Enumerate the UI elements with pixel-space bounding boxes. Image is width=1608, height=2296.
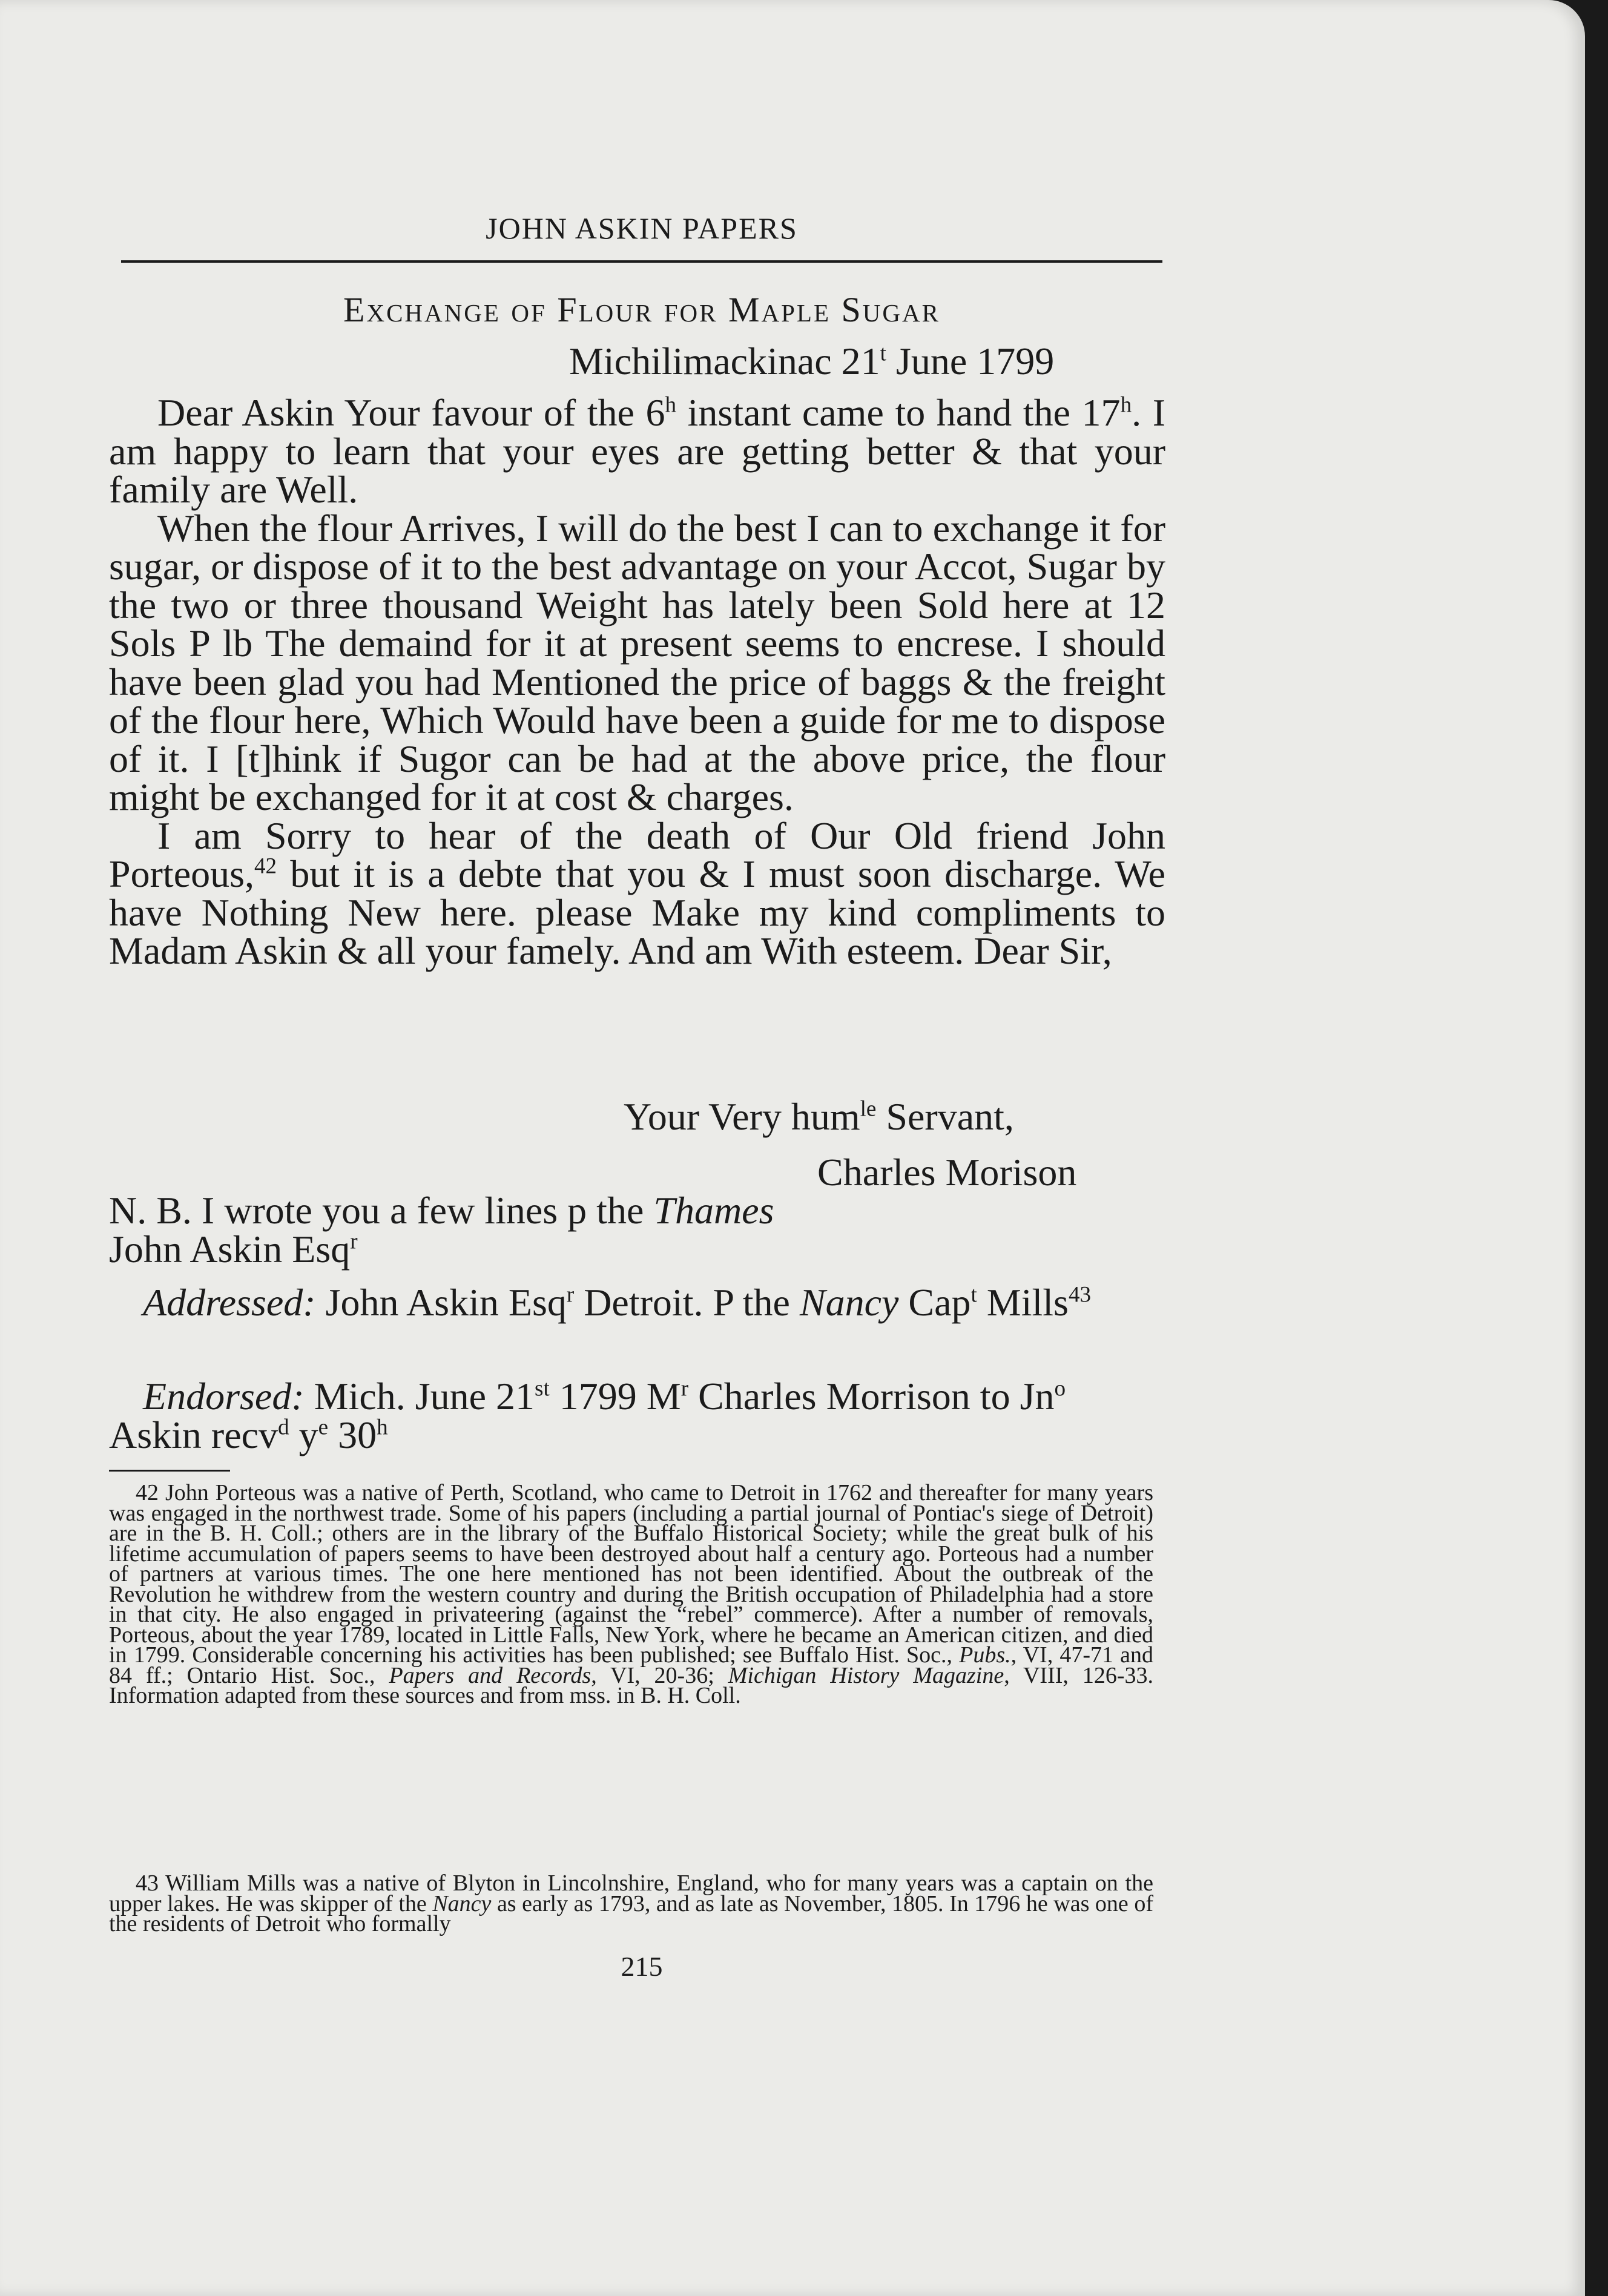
running-head: JOHN ASKIN PAPERS xyxy=(486,211,798,245)
addressed-note: Addressed: John Askin Esq$^r$ Detroit. P the Nancy Cap$^t$ Mills$^{43}$ xyxy=(143,1281,1092,1324)
paragraph-2: When the flour Arrives, I will do the best I can to exchange it for sugar, or dispose of it to the best advantage on your Accot, Sugar by the two or three thousand Weight has lately been Sold here at 12 Sols P lb The demaind for it at present seems to encrese. I should have been glad you had Mentioned the price of baggs & the freight of the flour here, Which Would have been a guide for me to dispose of it. I [t]hink if Sugor can be had at the above price, the flour might be exchanged for it at cost & charges. xyxy=(109,506,1165,818)
page-number: 215 xyxy=(621,1951,663,1982)
footnote-43: 43 William Mills was a native of Blyton in Lincolnshire, England, who for many years was a captain on the upper lakes. He was skipper of the Nancy as early as 1793, and as late as November, 1805. In 1796 he was one of the residents of Detroit who formally xyxy=(109,1870,1153,1936)
signature: Charles Morison xyxy=(817,1151,1077,1194)
section-title: Exchange of Flour for Maple Sugar xyxy=(343,290,940,329)
footnote-ref-43: 43 xyxy=(1068,1282,1092,1308)
letter-body xyxy=(109,393,1165,970)
header-rule xyxy=(121,260,1162,263)
dateline: Michilimackinac 21$^t$ June 1799 xyxy=(569,340,1055,383)
nota-bene: N. B. I wrote you a few lines p the Thames John Askin Esq$^r$ xyxy=(109,1189,774,1271)
footnote-42: 42 John Porteous was a native of Perth, Scotland, who came to Detroit in 1762 and thereafter for many years was engaged in the northwest trade. Some of his papers (including a partial journal of Pontiac's siege of Detroit) are in the B. H. Coll.; others are in the library of the Buffalo Historical Society; while the great bulk of his lifetime accumulation of papers seems to have been destroyed about half a century ago. Porteous had a number of partners at various times. The one here mentioned has not been identified. About the outbreak of the Revolution he withdrew from the western country and during the British occupation of Philadelphia had a store in that city. He also engaged in privateering (against the “rebel” commerce). After a number of removals, Porteous, about the year 1789, located in Little Falls, New York, where he became an American citizen, and died in 1799. Considerable concerning his activities has been published; see Buffalo Hist. Soc., Pubs., VI, 47-71 and 84 ff.; Ontario Hist. Soc., Papers and Records, VI, 20-36; Michigan History Magazine, VIII, 126-33. Information adapted from these sources and from mss. in B. H. Coll. xyxy=(109,1480,1154,1708)
footnote-rule xyxy=(109,1470,230,1472)
paragraph-1: Dear Askin Your favour of the 6$^h$ instant came to hand the 17$^h$. I am happy to learn that your eyes are getting better & that your family are Well. xyxy=(109,391,1166,511)
closing: Your Very hum$^{le}$ Servant, xyxy=(624,1095,1014,1138)
footnote-ref-42: 42 xyxy=(254,854,277,879)
paragraph-3: I am Sorry to hear of the death of Our Old friend John Porteous,$^{42}$ but it is a debte that you & I must soon discharge. We have Nothing New here. please Make my kind compliments to Madam Askin & all your famely. And am With esteem. Dear Sir, xyxy=(109,814,1165,972)
endorsed-note: Endorsed: Mich. June 21st 1799 $M^r$ Charles Morrison to Jn$^o$ Askin recv$^d$ $y^e$ 30$^h$ xyxy=(109,1375,1066,1456)
